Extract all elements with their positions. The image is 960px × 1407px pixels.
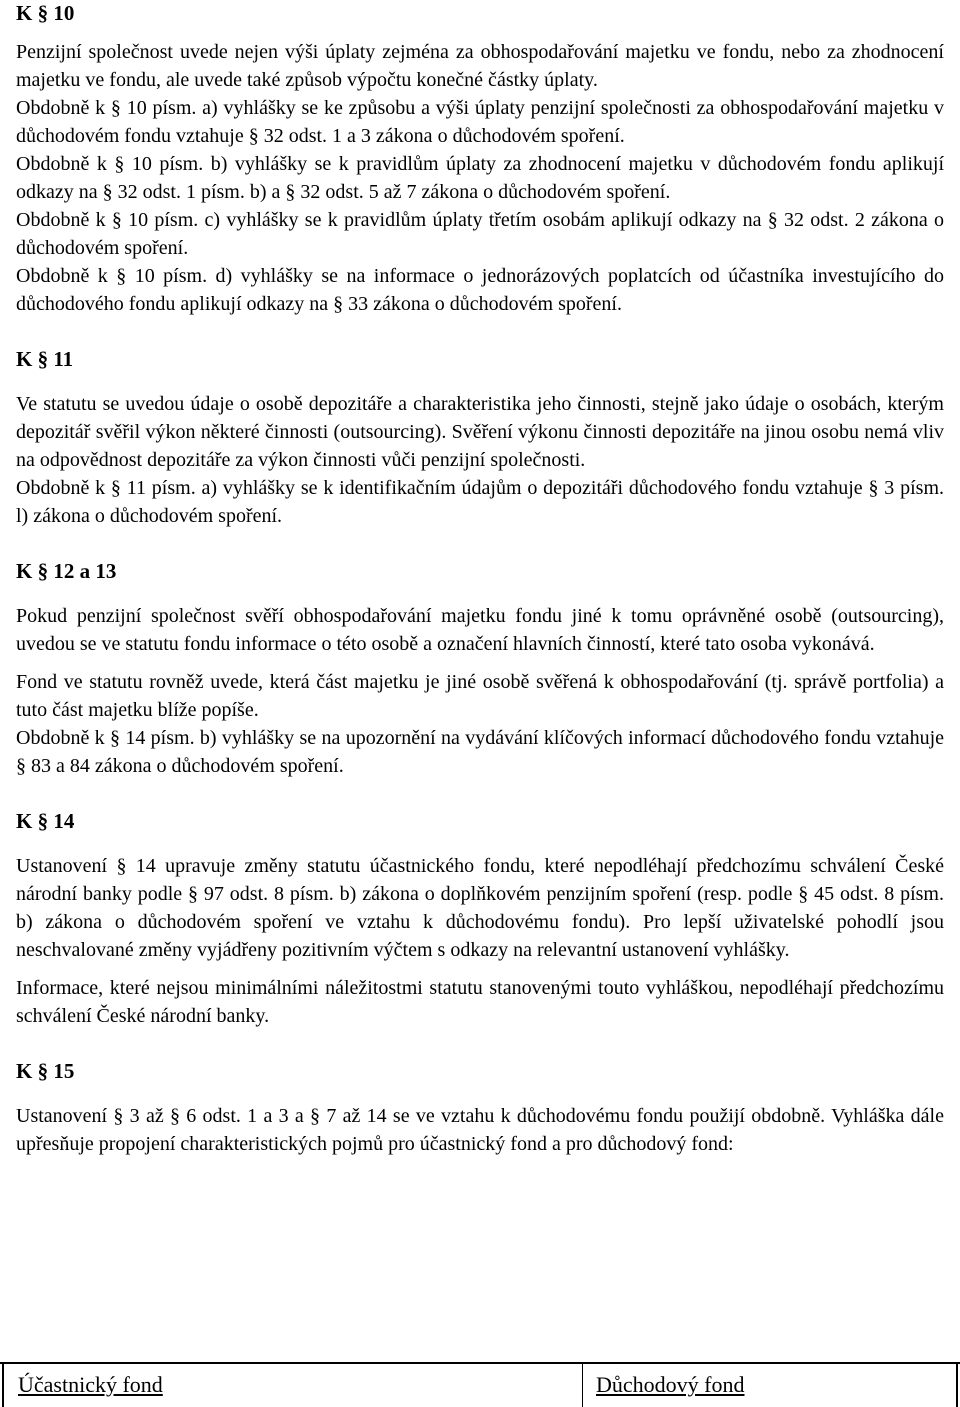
paragraph: Ustanovení § 3 až § 6 odst. 1 a 3 a § 7 až 14 se ve vztahu k důchodovému fondu použijí obdobně. Vyhláška dále upřesňuje propojení charakteristických pojmů pro účastnický fond a pro důchodový fond:	[16, 1105, 944, 1155]
fund-comparison-table-header	[0, 1362, 960, 1405]
paragraph: Obdobně k § 10 písm. a) vyhlášky se ke způsobu a výši úplaty penzijní společnosti za obhospodařování majetku v důchodovém fondu vztahuje § 32 odst. 1 a 3 zákona o důchodovém spoření.	[16, 97, 944, 147]
paragraph: Pokud penzijní společnost svěří obhospodařování majetku fondu jiné k tomu oprávněné osobě (outsourcing), uvedou se ve statutu fondu informace o této osobě a označení hlavních činností, které tato osoba vykonává.	[16, 605, 944, 655]
section-k10	[16, 0, 944, 318]
paragraph: Informace, které nejsou minimálními náležitostmi statutu stanovenými touto vyhláškou, nepodléhají předchozímu schválení České národní banky.	[16, 977, 944, 1027]
document-page	[16, 0, 944, 1158]
section-k11	[16, 346, 944, 530]
paragraph: Ustanovení § 14 upravuje změny statutu účastnického fondu, které nepodléhají předchozímu schválení České národní banky podle § 97 odst. 8 písm. b) zákona o doplňkovém penzijním spoření (resp. podle § 45 odst. 8 písm. b) zákona o důchodovém spoření ve vztahu k důchodovému fondu). Pro lepší uživatelské pohodlí jsou neschvalované změny vyjádřeny pozitivním výčtem s odkazy na relevantní ustanovení vyhlášky.	[16, 855, 944, 961]
paragraph: Obdobně k § 11 písm. a) vyhlášky se k identifikačním údajům o depozitáři důchodového fondu vztahuje § 3 písm. l) zákona o důchodovém spoření.	[16, 477, 944, 527]
section-heading: K § 15	[16, 1059, 75, 1083]
section-k14	[16, 808, 944, 1030]
section-k12-13	[16, 558, 944, 780]
section-heading: K § 12 a 13	[16, 559, 117, 583]
paragraph: Ve statutu se uvedou údaje o osobě depozitáře a charakteristika jeho činnosti, stejně jako údaje o osobách, kterým depozitář svěřil výkon některé činnosti (outsourcing). Svěření výkonu činnosti depozitáře na jinou osobu nemá vliv na odpovědnost depozitáře za výkon činnosti vůči penzijní společnosti.	[16, 393, 944, 471]
paragraph: Obdobně k § 10 písm. c) vyhlášky se k pravidlům úplaty třetím osobám aplikují odkazy na § 32 odst. 2 zákona o důchodovém spoření.	[16, 209, 944, 259]
paragraph: Fond ve statutu rovněž uvede, která část majetku je jiné osobě svěřená k obhospodařování (tj. správě portfolia) a tuto část majetku blíže popíše.	[16, 671, 944, 721]
paragraph: Obdobně k § 10 písm. b) vyhlášky se k pravidlům úplaty za zhodnocení majetku v důchodovém fondu aplikují odkazy na § 32 odst. 1 písm. b) a § 32 odst. 5 až 7 zákona o důchodovém spoření.	[16, 153, 944, 203]
section-heading: K § 11	[16, 347, 74, 371]
table-cell-left	[2, 1364, 582, 1407]
paragraph: Penzijní společnost uvede nejen výši úplaty zejména za obhospodařování majetku ve fondu, nebo za zhodnocení majetku ve fondu, ale uvede také způsob výpočtu konečné částky úplaty.	[16, 41, 944, 91]
table-cell-right	[582, 1364, 958, 1407]
column-header-pension-fund: Důchodový fond	[596, 1372, 745, 1397]
paragraph: Obdobně k § 14 písm. b) vyhlášky se na upozornění na vydávání klíčových informací důchodového fondu vztahuje § 83 a 84 zákona o důchodovém spoření.	[16, 727, 944, 777]
column-header-participant-fund: Účastnický fond	[18, 1372, 163, 1397]
section-heading: K § 14	[16, 809, 75, 833]
paragraph: Obdobně k § 10 písm. d) vyhlášky se na informace o jednorázových poplatcích od účastníka investujícího do důchodového fondu aplikují odkazy na § 33 zákona o důchodovém spoření.	[16, 265, 944, 315]
section-heading: K § 10	[16, 1, 75, 25]
section-k15	[16, 1058, 944, 1158]
